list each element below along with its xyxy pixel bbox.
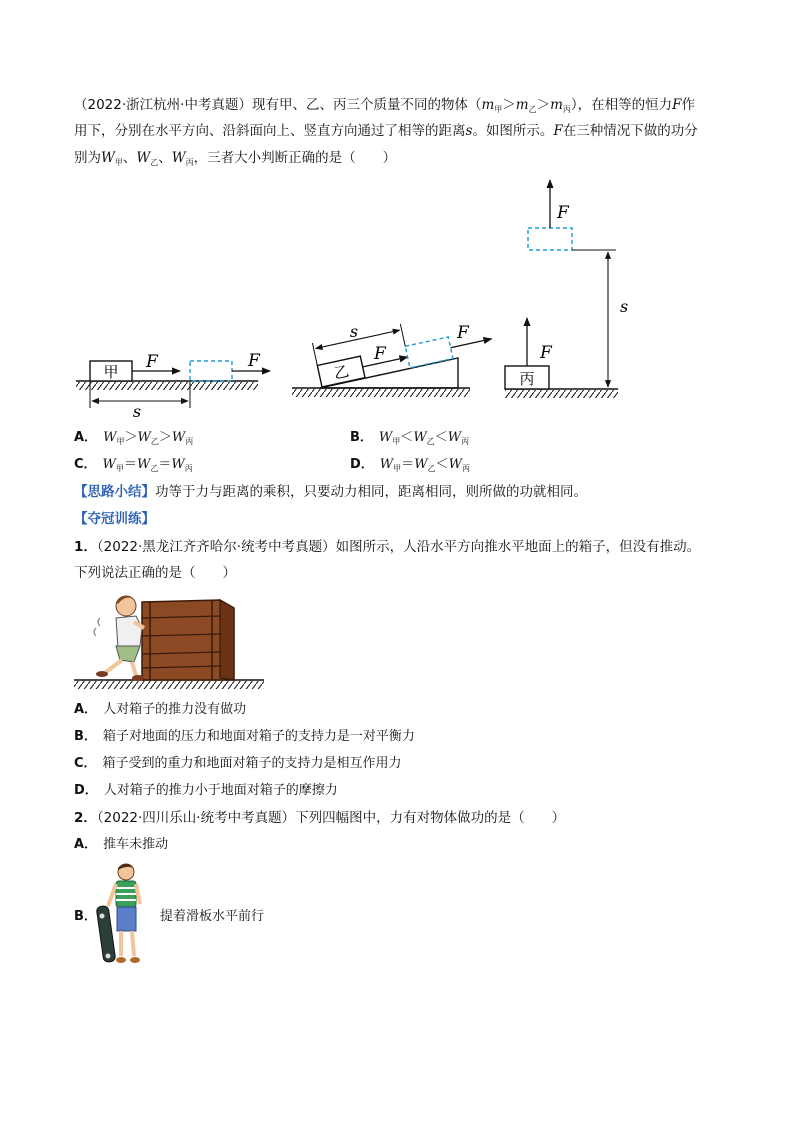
force-label-1b: F — [248, 351, 260, 371]
q1-option-b[interactable]: B． 箱子对地面的压力和地面对箱子的支持力是一对平衡力 — [74, 729, 415, 744]
option-c[interactable]: C． $W_甲=W_乙=W_丙$ — [74, 457, 193, 473]
training-heading: 【夺冠训练】 — [74, 511, 155, 527]
dashed-block-1 — [190, 361, 232, 381]
question-line-1: （2022·浙江杭州·中考真题）现有甲、乙、丙三个质量不同的物体$(m_甲>m_乙>m_丙)$，在相等的恒力F作 — [74, 97, 696, 114]
option-d[interactable]: D． $W_甲=W_乙<W_丙$ — [350, 457, 470, 473]
force-label-3: F — [540, 343, 552, 363]
q1-option-d[interactable]: D． 人对箱子的推力小于地面对箱子的摩擦力 — [74, 783, 338, 798]
option-b[interactable]: B． $W_甲<W_乙<W_丙$ — [350, 430, 470, 446]
q1-option-c[interactable]: C． 箱子受到的重力和地面对箱子的支持力是相互作用力 — [74, 756, 402, 771]
dashed-block-2 — [405, 337, 453, 368]
work-diagram — [0, 170, 794, 421]
person-skateboard-illustration — [96, 860, 152, 970]
person-pushing — [94, 596, 144, 681]
distance-label-1: s — [132, 402, 142, 421]
distance-label-2: s — [349, 322, 359, 341]
q1-option-a[interactable]: A． 人对箱子的推力没有做功 — [74, 702, 247, 717]
q2-option-a[interactable]: A． 推车未推动 — [74, 837, 169, 852]
force-label-2b: F — [457, 323, 469, 343]
push-box-illustration — [70, 588, 270, 692]
force-label-1: F — [146, 352, 158, 372]
q1-line-1: 1．（2022·黑龙江齐齐哈尔·统考中考真题）如图所示，人沿水平方向推水平地面上的箱子，但没有推动。 — [74, 539, 701, 555]
summary: 【思路小结】功等于力与距离的乘积，只要动力相同，距离相同，则所做的功就相同。 — [74, 484, 587, 500]
incline-case — [292, 306, 494, 397]
dashed-block-3 — [528, 228, 572, 250]
question-line-3: 别为$W_甲$、$W_乙$、$W_丙$，三者大小判断正确的是（ ） — [74, 150, 397, 167]
skateboard — [96, 905, 116, 962]
question-line-2: 用下，分别在水平方向、沿斜面向上、竖直方向通过了相等的距离s。如图所示。F在三种情况下做的功分 — [74, 123, 698, 139]
summary-tag: 【思路小结】 — [74, 484, 155, 500]
block-yi-label: 乙 — [332, 362, 351, 383]
q1-line-2: 下列说法正确的是（ ） — [74, 565, 236, 581]
force-label-2: F — [374, 344, 386, 364]
q2-option-b-text: 提着滑板水平前行 — [160, 909, 265, 924]
vertical-case — [505, 180, 628, 398]
horizontal-case — [76, 351, 270, 421]
block-bing-label: 丙 — [519, 370, 535, 388]
force-label-3b: F — [557, 203, 569, 223]
q2-option-b-key[interactable]: B． — [74, 909, 97, 924]
block-jia-label: 甲 — [103, 363, 119, 381]
crate — [142, 600, 234, 680]
q2-line-1: 2．（2022·四川乐山·统考中考真题）下列四幅图中，力有对物体做功的是（ ） — [74, 810, 566, 826]
option-a[interactable]: A． $W_甲>W_乙>W_丙$ — [74, 430, 194, 446]
distance-label-3: s — [620, 297, 629, 316]
